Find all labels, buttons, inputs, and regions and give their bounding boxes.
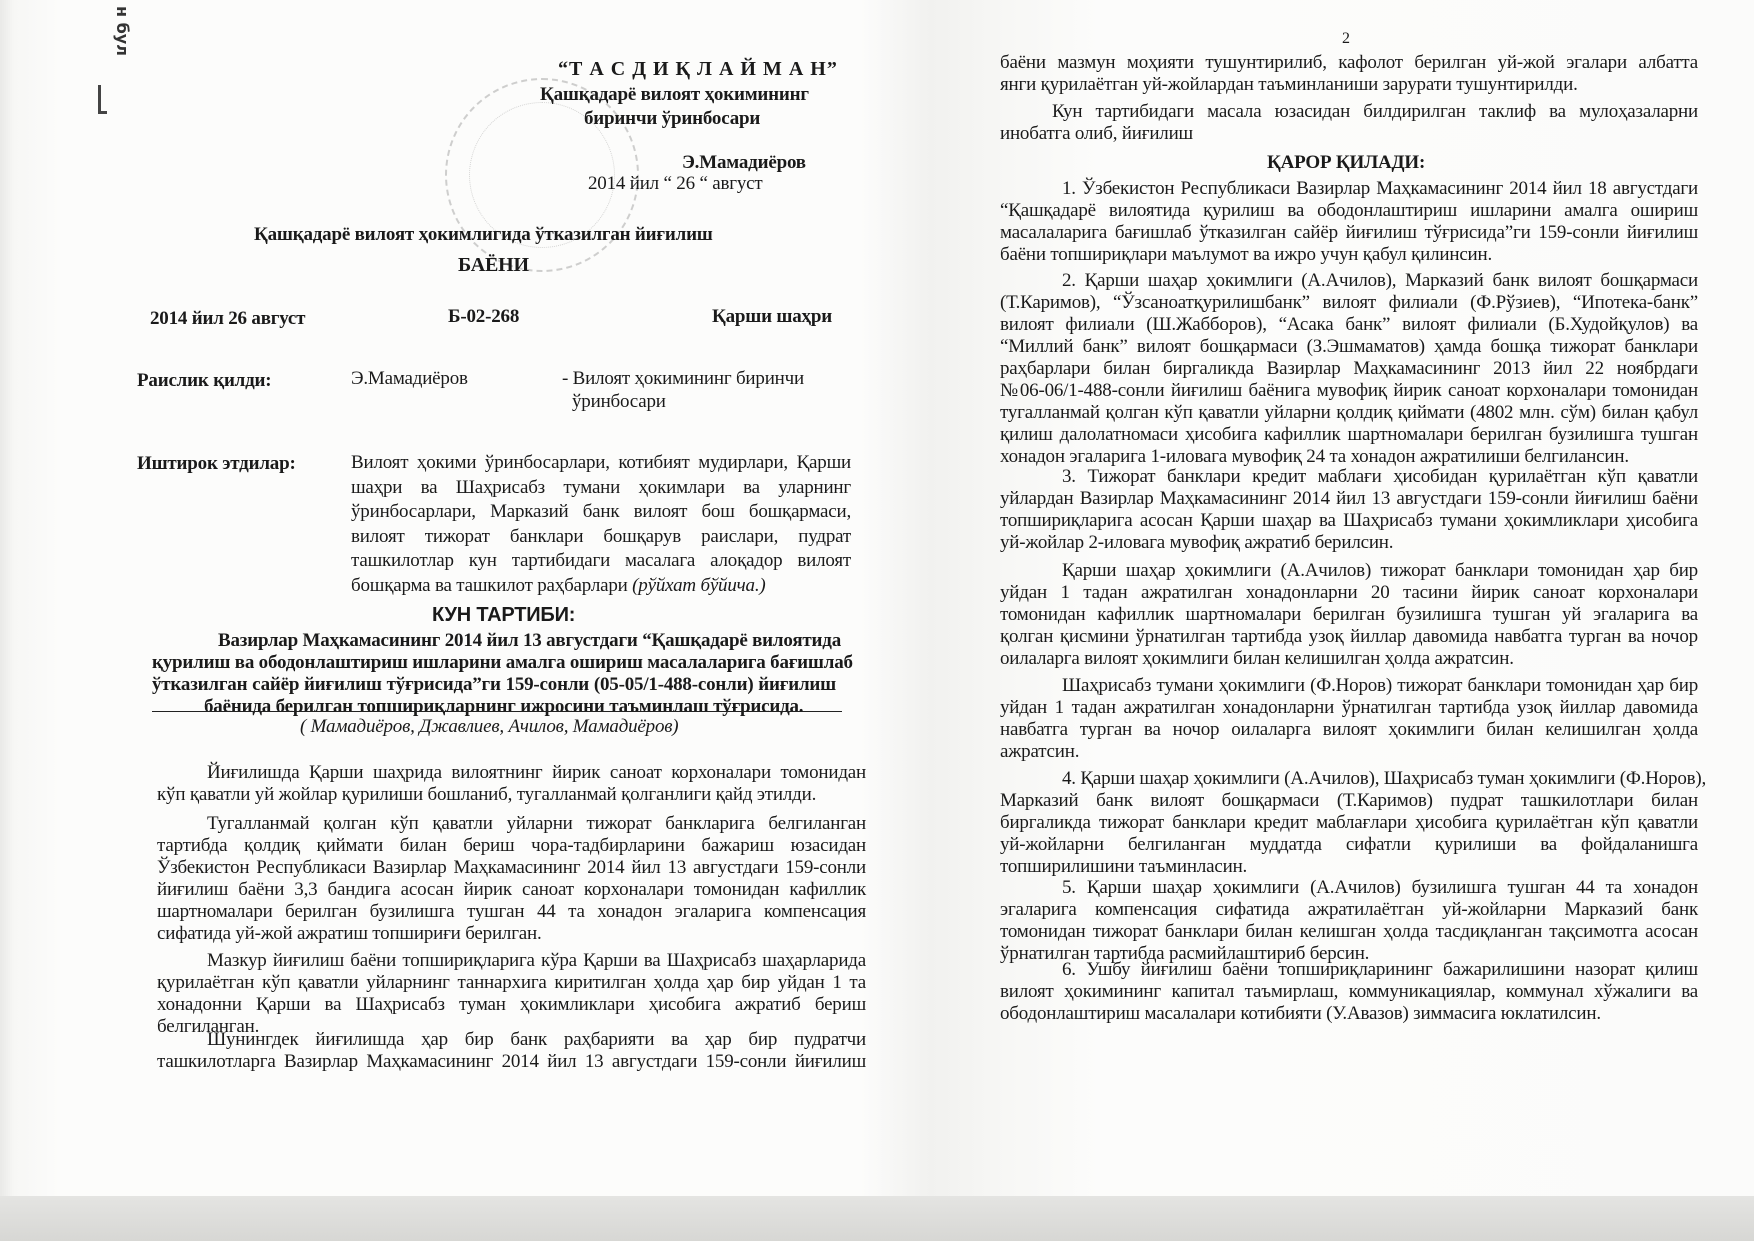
paragraph-line: №06-06/1-488-сонли йиғилиш баёнига мувофиқ йирик саноат корхоналари томонидан — [1000, 380, 1698, 401]
paragraph — [157, 813, 866, 945]
paragraph-line: Қарши шаҳар ҳокимлиги (А.Ачилов) тижорат банклари томонидан ҳар бир — [1062, 560, 1698, 581]
paragraph-line: шартномалари берилган бузилишга тушган 44 та хонадон эгаларига компенсация — [157, 901, 866, 922]
chair-label: Раислик қилди: — [137, 370, 272, 391]
chair-name: Э.Мамадиёров — [351, 368, 468, 389]
participants-label: Иштирок этдилар: — [137, 453, 296, 474]
participants-line: шаҳри ва Шаҳрисабз тумани ҳокимлари ва уларнинг — [351, 476, 851, 498]
meeting-place: Қарши шаҳри — [712, 306, 832, 327]
paragraph-line: баёни топшириқлари маълумот ва ижро учун қабул қилинсин. — [1000, 244, 1493, 265]
paragraph-line: белгиланган. — [157, 1016, 260, 1037]
document-number: Б-02-268 — [448, 306, 520, 327]
paragraph-line: Ўзбекистон Республикаси Вазирлар Маҳкамасининг 2014 йил 13 августдаги 159-сонли — [157, 857, 866, 878]
paragraph-line: Йиғилишда Қарши шаҳрида вилоятнинг йирик саноат корхоналари томонидан — [207, 762, 866, 783]
paragraph-line: йиғилиш баёни 3,3 бандига асосан йирик саноат корхоналари томонидан кафиллик — [157, 879, 866, 900]
chair-role-line2: ўринбосари — [572, 391, 666, 412]
paragraph-line: раҳбарлари билан биргаликда Вазирлар Маҳкамасининг 2013 йил 22 ноябрдаги — [1000, 358, 1698, 379]
paragraph-line: Марказий банк вилоят бошқармаси (Т.Каримов) пудрат ташкилотлари билан — [1000, 790, 1698, 811]
paragraph-line: ажратсин. — [1000, 741, 1080, 762]
agenda-heading: КУН ТАРТИБИ: — [432, 604, 576, 626]
paragraph-line: 4. Қарши шаҳар ҳокимлиги (А.Ачилов), Шаҳрисабз туман ҳокимлиги (Ф.Норов), — [1062, 768, 1707, 789]
paragraph-line: тугалланмай қолган кўп қаватли уйларни қолдиқ қиймати (4802 млн. сўм) билан қабул — [1000, 402, 1698, 423]
paragraph-line: Шаҳрисабз тумани ҳокимлиги (Ф.Норов) тижорат банклари томонидан ҳар бир — [1062, 675, 1698, 696]
agenda-line: баёнида берилган топшириқларнинг ижросини таъминлаш тўғрисида. — [204, 696, 804, 717]
paragraph-line: инобатга олиб, йиғилиш — [1000, 123, 1193, 144]
paragraph-line: ўрнатилган тартибда расмийлаштириб берсин. — [1000, 943, 1370, 964]
paragraph — [1000, 101, 1698, 145]
paragraph-line: томонидан кафиллик шартномалари берилган бузилишга тушган уй эгаларига ва — [1000, 604, 1698, 625]
paragraph-line: биргаликда тижорат банклари кредит маблағлари ҳисобига қурилаётган кўп қаватли — [1000, 812, 1698, 833]
meeting-date: 2014 йил 26 август — [150, 308, 306, 329]
paragraph-line: вилоят ҳокимининг капитал таъмирлаш, коммуникациялар, коммунал хўжалиги ва — [1000, 981, 1698, 1002]
paragraph-line: уй-жойлар 2-иловага мувофиқ ажратиб берилсин. — [1000, 532, 1394, 553]
paragraph-line: 5. Қарши шаҳар ҳокимлиги (А.Ачилов) бузилишга тушган 44 та хонадон — [1062, 877, 1698, 898]
paragraph-line: тартибда қолдиқ қиймати билан бериш чора-тадбирларини бажариш юзасидан — [157, 835, 866, 856]
paragraph — [1000, 466, 1698, 554]
paragraph-line: 2. Қарши шаҳар ҳокимлиги (А.Ачилов), Марказий банк вилоят бошқармаси — [1062, 270, 1698, 291]
paragraph-line: (Т.Каримов), “Ўзсаноатқурилишбанк” вилоят филиали (Ф.Рўзиев), “Ипотека-банк” — [1000, 292, 1698, 313]
paragraph-line: “Қашқадарё вилоятида қурилиш ва ободонлаштириш ишларини амалга ошириш — [1000, 200, 1698, 221]
margin-mark — [98, 85, 107, 114]
paragraph — [1000, 877, 1698, 965]
paragraph-line: Мазкур йиғилиш баёни топшириқларига кўра Қарши ва Шаҳрисабз шаҳарларида — [207, 950, 866, 971]
chair-role-line1: - Вилоят ҳокимининг биринчи — [562, 368, 804, 389]
decision-heading: ҚАРОР ҚИЛАДИ: — [1267, 152, 1426, 173]
agenda-line: Вазирлар Маҳкамасининг 2014 йил 13 августдаги “Қашқадарё вилоятида — [218, 630, 841, 651]
approval-signatory: Э.Мамадиёров — [682, 152, 806, 173]
participants-line: ўринбосарлари, Марказий банк вилоят бош бошқармаси, — [351, 501, 851, 522]
paragraph-line: уйлардан Вазирлар Маҳкамасининг 2014 йил 13 августдаги 159-сонли йиғилиш баёни — [1000, 488, 1698, 509]
paragraph-line: янги қурилаётган уй-жойлардан таъминланиши зарурати тушунтирилди. — [1000, 74, 1578, 95]
participants-note: (рўйхат бўйича.) — [632, 574, 766, 596]
paragraph-line: қолган қисмини ўрнатилган тартибда узоқ йиллар давомида навбатга турган ва ночор — [1000, 626, 1698, 647]
paragraph — [1000, 560, 1698, 670]
approval-position-line2: биринчи ўринбосари — [584, 108, 761, 129]
paragraph-line: “Миллий банк” вилоят бошқармаси (З.Эшмаматов) ҳамда бошқа тижорат банклари — [1000, 336, 1698, 357]
paragraph-line: баёни мазмун моҳияти тушунтирилиб, кафолот берилган уй-жой эгалари албатта — [1000, 52, 1698, 73]
paragraph-line: 1. Ўзбекистон Республикаси Вазирлар Маҳкамасининг 2014 йил 18 августдаги — [1062, 178, 1698, 199]
paragraph-line: сифатида уй-жой ажратиш топшириғи берилган. — [157, 923, 542, 944]
paragraph-line: топширилишини таъминласин. — [1000, 856, 1248, 877]
agenda-underline — [152, 711, 842, 712]
document-type: БАЁНИ — [458, 254, 529, 276]
paragraph-line: ташкилотларга Вазирлар Маҳкамасининг 2014 йил 13 августдаги 159-сонли йиғилиш — [157, 1051, 866, 1072]
paragraph — [157, 762, 866, 806]
paragraph — [1000, 959, 1698, 1025]
paragraph — [1000, 768, 1707, 878]
paragraph-line: қилиш далолатномаси ҳисобига кафиллик шартномалари берилган бузилишга тушган — [1000, 424, 1698, 445]
paragraph-line: хонадонни Қарши ва Шаҳрисабз туман ҳокимликлари ҳисобига ажратиб бериш — [157, 994, 866, 1015]
agenda-text — [152, 630, 853, 718]
agenda-line: ўтказилган сайёр йиғилиш тўғрисида”ги 159-сонли (05-05/1-488-сонли) йиғилиш — [152, 674, 836, 695]
paragraph-line: масалаларига бағишлаб ўтказилган сайёр йиғилиш тўғрисида”ги 159-сонли йиғилиш — [1000, 222, 1698, 243]
paragraph-line: Шунингдек йиғилишда ҳар бир банк раҳбарияти ва ҳар бир пудратчи — [207, 1029, 866, 1050]
paragraph-line: вилоят филиали (Ш.Жабборов), “Асака банк” вилоят филиали (Б.Худойқулов) ва — [1000, 314, 1698, 335]
paragraph-line: Тугалланмай қолган кўп қаватли уйларни тижорат банкларига белгиланган — [207, 813, 866, 834]
paragraph-line: томонидан тижорат банклари билан келишган ҳолда тасдиқланган тақсимотга асосан — [1000, 921, 1698, 942]
approval-heading: “Т А С Д И Қ Л А Й М А Н” — [558, 58, 838, 80]
paragraph-line: навбатга турган ва ночор оилаларга вилоят ҳокимлиги билан келишилган ҳолда — [1000, 719, 1698, 740]
paragraph-line: хонадон эгаларига 1-иловага мувофиқ 24 та хонадон ажратилиши белгилансин. — [1000, 446, 1629, 467]
agenda-speakers: ( Мамадиёров, Джавлиев, Ачилов, Мамадиёров) — [300, 716, 679, 737]
participants-line: ташкилотлар кун тартибидаги масалага алоқадор вилоят — [351, 550, 851, 571]
paragraph-line: 6. Ушбу йиғилиш баёни топшириқларининг бажарилишини назорат қилиш — [1062, 959, 1698, 980]
agenda-line: қурилиш ва ободонлаштириш ишларини амалга ошириш масалаларига бағишлаб — [152, 652, 853, 673]
participants-line: Вилоят ҳокими ўринбосарлари, котибият мудирлари, Қарши — [351, 452, 851, 473]
meeting-title: Қашқадарё вилоят ҳокимлигида ўтказилган йиғилиш — [254, 224, 713, 245]
participants-line: вилоят тижорат банклари бошқарув раислари, пудрат — [351, 525, 851, 547]
paragraph-line: кўп қаватли уй жойлар қурилиши бошланиб, тугалланмай қолганлиги қайд этилди. — [157, 784, 817, 805]
page-number: 2 — [1342, 30, 1350, 47]
approval-position-line1: Қашқадарё вилоят ҳокимининг — [540, 84, 809, 105]
approval-date: 2014 йил “ 26 “ август — [588, 173, 763, 194]
paragraph-line: оилаларга вилоят ҳокимлиги билан келишилган ҳолда ажратсин. — [1000, 648, 1514, 669]
paragraph — [157, 950, 866, 1038]
paragraph — [1000, 178, 1698, 266]
paragraph — [157, 1029, 866, 1073]
paragraph — [1000, 270, 1698, 468]
paragraph-line: Кун тартибидаги масала юзасидан билдирилган таклиф ва мулоҳазаларни — [1052, 101, 1698, 122]
scan-bottom-edge — [0, 1196, 1754, 1241]
paragraph-line: ободонлаштириш масалалари котибияти (У.Авазов) зиммасига юклатилсин. — [1000, 1003, 1601, 1024]
paragraph — [1000, 52, 1698, 96]
paragraph-line: қурилаётган кўп қаватли уйларнинг таннархига киритилган ҳолда ҳар бир уйдан 1 та — [157, 972, 866, 993]
paragraph-line: уйдан 1 тадан ажратилган хонадонларни ўрнатилган тартибда узоқ йиллар давомида — [1000, 697, 1698, 718]
participants-list — [351, 451, 851, 598]
participants-line: бошқарма ва ташкилот раҳбарлари — [351, 574, 633, 596]
margin-handwritten-note: н бул — [113, 6, 132, 56]
paragraph-line: уй-жойларни белгиланган муддатда сифатли қурилиши ва фойдаланишга — [1000, 834, 1698, 855]
paragraph-line: 3. Тижорат банклари кредит маблағи ҳисобидан қурилаётган кўп қаватли — [1062, 466, 1698, 487]
paragraph-line: уйдан 1 тадан ажратилган хонадонларни 20 тасини йирик саноат корхоналари — [1000, 582, 1698, 603]
paragraph — [1000, 675, 1698, 763]
paragraph-line: эгаларига компенсация сифатида ажратилаётган уй-жойларни Марказий банк — [1000, 899, 1698, 920]
paragraph-line: топшириқларига асосан Қарши шаҳар ва Шаҳрисабз тумани ҳокимликлари ҳисобига — [1000, 510, 1698, 531]
